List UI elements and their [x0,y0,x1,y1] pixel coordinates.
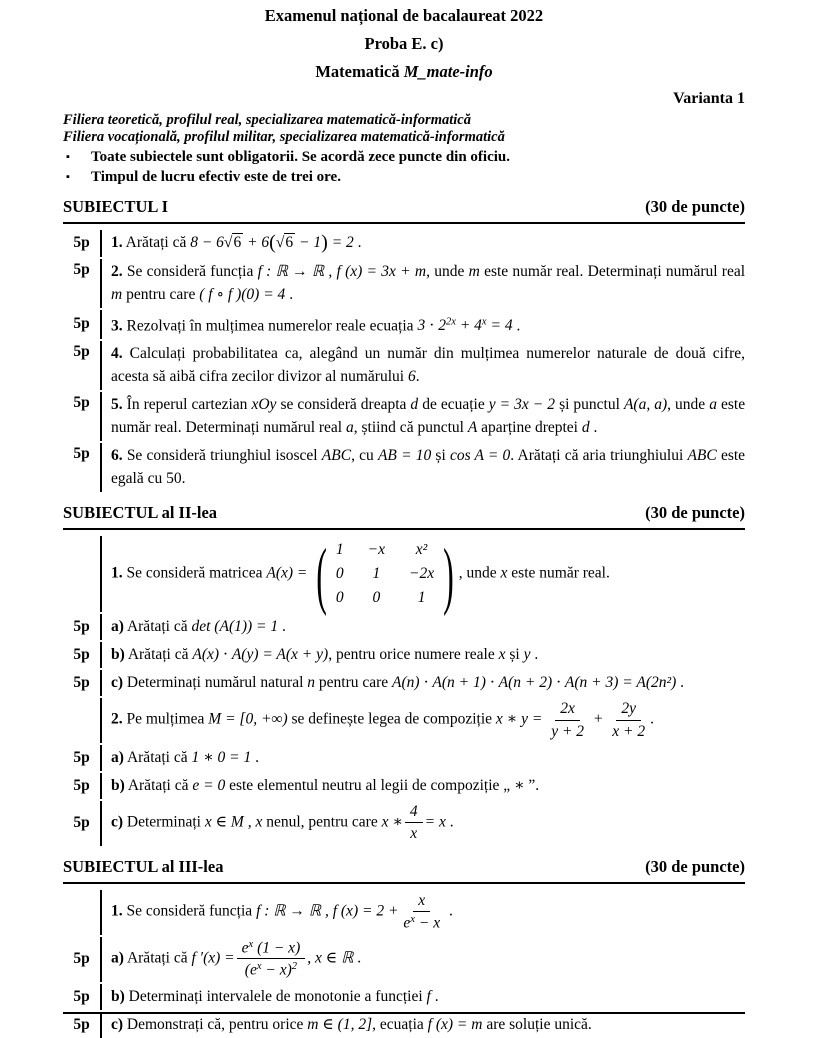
exercise-2-1: 1. Se consideră matricea A(x) = ( 1 −x x² 0 1 −2x 0 0 1 ) , unde x este număr real. [63,536,745,612]
section-subiectul-3 [63,857,745,1038]
points-label: 5p [73,444,90,462]
exercise-2-2b: 5p b) Arătați că e = 0 este elementul neutru al legii de compoziție „ ∗ ”. [63,773,745,799]
exercise-text: Arătați că [126,749,188,767]
points-label: 5p [73,950,90,968]
matrix-cell: 1 [335,540,344,558]
exercise-2-2: 2. Pe mulțimea M = [0, +∞) se definește legea de compoziție x ∗ y = $\frac{2x}{y + 2}$ + $\frac{2y}{x + 2}$ . [63,698,745,743]
matrix-cell: 1 [417,588,426,606]
exercise-number: 4. [111,344,123,362]
matrix-cell: 1 [372,564,381,582]
exercise-1-6: 5p 6. Se consideră triunghiul isoscel ABC, cu AB = 10 și cos A = 0. Arătați că aria triunghiului ABC este egală cu 50. [63,443,745,492]
matrix [313,531,457,616]
exercise-3-1b: 5p b) Determinați intervalele de monotonie a funcției f . [63,984,745,1010]
points-label: 5p [73,618,90,636]
exercise-2-1a: 5p a) Arătați că det (A(1)) = 1 . [63,614,745,640]
points-label: 5p [73,988,90,1006]
points-label: 5p [73,646,90,664]
exercise-text: Arătați că [127,777,189,795]
exercise-text: Arătați că [127,646,189,664]
matrix-paren-close: ) [443,531,454,616]
exercise-1-3: 5p 3. Rezolvați în mulțimea numerelor reale ecuația $3 \cdot 2^{2x} + 4^x = 4$ . [63,310,745,339]
exercise-1-5: 5p 5. În reperul cartezian xOy se consideră dreapta d de ecuație y = 3x − 2 și punctul A(a, a), unde a este număr real. Determinați numărul real a, știind că punctul A aparține dreptei d . [63,392,745,441]
exercise-text: Determinați [126,813,201,831]
points-label: 5p [73,260,90,278]
exercise-number: c) [111,1016,124,1034]
page-bottom-rule [63,1012,745,1014]
page-title: Examenul național de bacalaureat 2022 [264,6,544,25]
exercise-text: Arătați că [125,234,187,251]
section-points: (30 de puncte) [645,502,745,522]
subject-code: M_mate-info [403,62,493,81]
section-subiectul-2 [63,503,745,846]
exercise-number: b) [111,988,125,1006]
exercise-text: Rezolvați în mulțimea numerelor reale ecuația [126,316,414,334]
exercise-number: b) [111,777,125,795]
filiera-line-2: Filiera vocațională, profilul militar, specializarea matematică-informatică [63,129,505,145]
exercise-text: Se consideră funcția [126,262,254,280]
exercise-2-2a: 5p a) Arătați că 1 ∗ 0 = 1 . [63,745,745,771]
points-label: 5p [73,315,90,333]
points-label: 5p [73,393,90,411]
math-expression: f (x) = 3x + m [336,262,427,280]
exercise-number: c) [111,674,124,692]
quoted-operator: „ ∗ ”. [503,777,540,795]
math-expression: $3 \cdot 2^{2x} + 4^x = 4$ [417,316,513,334]
matrix-cell: x² [415,540,428,558]
exercise-3-1a: 5p a) Arătați că f ′(x) = $\frac{e^x (1 - x)}{(e^x - x)^2}$ , x ∈ ℝ . [63,937,745,982]
matrix-cell: 0 [372,588,381,606]
points-label: 5p [73,1016,90,1034]
matrix-paren-open: ( [316,531,327,616]
section-subiectul-1 [63,197,745,492]
exercise-text: Se consideră matricea [126,564,263,582]
exercise-text: Determinați intervalele de monotonie a funcției [128,988,423,1006]
exercise-number: a) [111,949,124,967]
exercise-text: Calculați probabilitatea ca, alegând un număr din mulțimea numerelor naturale de două cifre, acesta să aibă cifra zecilor divizor al numărului [111,344,746,385]
matrix-cell: −2x [409,564,435,582]
exercise-3-1c: 5p c) Demonstrați că, pentru orice m ∈ (1, 2], ecuația f (x) = m are soluție unică. [63,1012,745,1038]
variant-label: Varianta 1 [673,90,745,107]
exercise-2-1c: 5p c) Determinați numărul natural n pentru care A(n) ⋅ A(n + 1) ⋅ A(n + 2) ⋅ A(n + 3) = A(2n²) . [63,670,745,696]
filiera-line-1: Filiera teoretică, profilul real, specializarea matematică-informatică [63,112,471,128]
section-title: SUBIECTUL I [63,197,169,216]
exercise-number: 2. [111,262,123,280]
section-rule [63,528,745,530]
exercise-text: Pe mulțimea [126,710,205,728]
exercise-2-1b: 5p b) Arătați că A(x) ⋅ A(y) = A(x + y), pentru orice numere reale x și y . [63,642,745,668]
exercise-number: 1. [111,902,123,920]
exam-proba: Proba E. c) [364,34,444,53]
points-label: 5p [73,749,90,767]
radical: √6 [223,234,242,251]
radical: √6 [275,234,294,251]
fraction: $\frac{2y}{x + 2}$ [612,700,646,740]
points-label: 5p [73,674,90,692]
exercise-text: Arătați că [126,618,188,636]
fraction: $\frac{2x}{y + 2}$ [551,700,585,740]
exercise-3-1: 1. Se consideră funcția f : ℝ → ℝ , f (x) = 2 + $\frac{x}{e^x - x}$ . [63,890,745,935]
exercise-number: 5. [111,395,123,413]
exercise-number: a) [111,618,124,636]
exam-subject [63,62,745,82]
exercise-number: 6. [111,446,123,464]
math-expression: 8 − 6√6 + 6(√6 − 1) = 2 [190,231,354,254]
points-label-empty [63,890,100,935]
points-label-empty [63,536,100,612]
points-label: 5p [73,777,90,795]
exercise-text: Se consideră triunghiul isoscel [126,446,318,464]
bullet-text: Timpul de lucru efectiv este de trei ore. [91,169,341,185]
matrix-cell: 0 [335,564,344,582]
bullet-icon: ▪ [66,151,70,163]
math-expression: f : ℝ → ℝ , [257,262,333,280]
section-title: SUBIECTUL al II-lea [63,502,218,522]
section-title: SUBIECTUL al III-lea [63,856,224,876]
exercise-text: În reperul cartezian [126,395,248,413]
fraction: $\frac{4}{x}$ [405,802,423,844]
exercise-number: c) [111,813,124,831]
exercise-number: 1. [111,564,123,582]
exercise-1-4: 5p 4. Calculați probabilitatea ca, alegând un număr din mulțimea numerelor naturale de două cifre, acesta să aibă cifra zecilor divizor al numărului 6. [63,341,745,390]
radical-icon: √ [275,234,285,251]
exercise-number: 1. [111,234,123,251]
fraction: $\frac{e^x (1 - x)}{(e^x - x)^2}$ [237,938,306,980]
exercise-number: a) [111,749,124,767]
fraction: $\frac{x}{e^x - x}$ [403,891,441,932]
points-label: 5p [73,234,90,252]
exercise-1-1: 5p 1. Arătați că 8 − 6√6 + 6(√6 − 1) = 2 . [63,230,745,257]
subject-name: Matematică [315,62,400,81]
bullet-text: Toate subiectele sunt obligatorii. Se acordă zece puncte din oficiu. [91,149,511,165]
points-label: 5p [73,342,90,360]
matrix-cell: 0 [335,588,344,606]
exercise-text: Determinați numărul natural [126,674,304,692]
exercise-2-2c: 5p c) Determinați x ∈ M , x nenul, pentru care x ∗ $\frac{4}{x}$ = x . [63,801,745,846]
exercise-text: Demonstrați că, pentru orice [126,1016,304,1034]
section-rule [63,222,745,224]
exercise-text: Se consideră funcția [126,902,253,920]
exercise-number: b) [111,646,125,664]
exercise-text: Arătați că [126,949,188,967]
bullet-icon: ▪ [66,171,70,183]
points-label-empty [63,698,100,743]
section-rule [63,882,745,884]
section-points: (30 de puncte) [645,197,745,216]
radical-icon: √ [223,234,233,251]
bullet-item-1 [63,148,745,166]
exercise-1-2: 5p 2. Se consideră funcția f : ℝ → ℝ , f (x) = 3x + m, unde m este număr real. Determinați numărul real m pentru care ( f ∘ f )(0) = 4 . [63,259,745,308]
math-expression: ( f ∘ f )(0) = 4 [199,285,286,303]
points-label: 5p [73,814,90,832]
matrix-cell: −x [367,540,386,558]
exercise-number: 3. [111,316,123,334]
bullet-item-2 [63,168,745,186]
section-points: (30 de puncte) [645,856,745,876]
exercise-number: 2. [111,710,123,728]
